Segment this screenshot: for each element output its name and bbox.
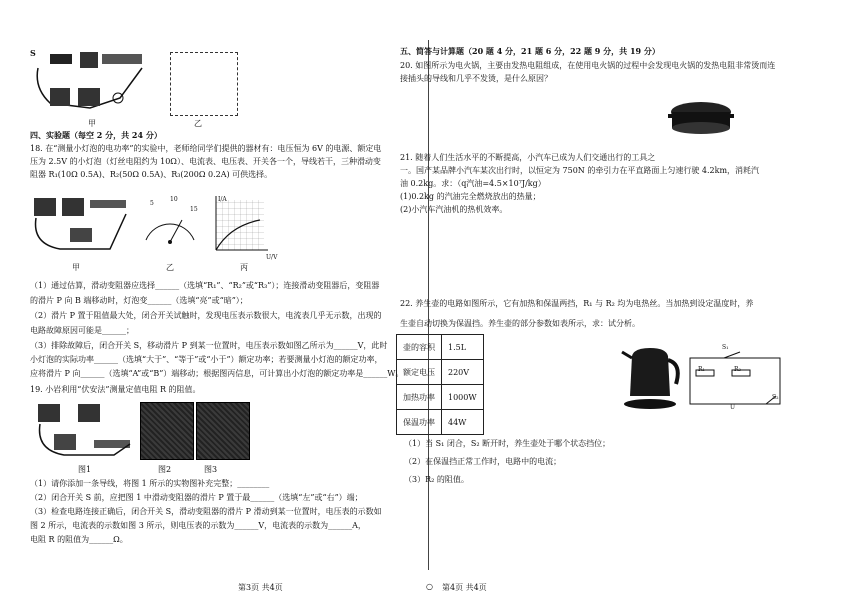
q19-sub-2: （2）闭合开关 S 前，应把图 1 中滑动变阻器的滑片 P 置于最______（选填“左”或“右”）端；	[30, 493, 363, 502]
circuit-label-s2: S₂	[772, 394, 779, 401]
spec-key: 加热功率	[397, 385, 442, 410]
q21-line-3: 油 0.2kg。求：（q汽油=4.5×10⁷J/kg）	[400, 179, 546, 188]
q21-line-5: (2)小汽车汽油机的热机效率。	[400, 205, 508, 214]
electric-hotpot-image	[666, 94, 736, 138]
circuit-figure-jia	[30, 48, 150, 116]
q19-sub-3: （3）检查电路连接正确后，闭合开关 S，滑动变阻器的滑片 P 滑动到某一位置时，电压表的示数如	[30, 507, 382, 516]
kettle-image	[616, 340, 686, 412]
q18-sub-7: 应将滑片 P 向______（选填“A”或“B”）端移动；根据图丙信息，可计算出小灯泡的额定功率是______W。	[30, 369, 404, 378]
q18-sub-6: 小灯泡的实际功率______（选填“大于”、“等于”或“小于”）额定功率；若要测量小灯泡的额定功率，	[30, 355, 383, 364]
spec-value: 44W	[442, 410, 484, 435]
spec-value: 1.5L	[442, 335, 484, 360]
q20-line-1: 20. 如图所示为电火锅，主要由发热电阻组成，在使用电火锅的过程中会发现电火锅的发热电阻非常烫而连	[400, 61, 776, 70]
figure-label-yi: 乙	[194, 119, 202, 128]
q18-fig-label-yi: 乙	[166, 263, 174, 272]
q18-circuit-photo	[30, 194, 130, 256]
q21-line-2: 一。国产某品牌小汽车某次出行时，以恒定为 750N 的牵引力在平直路面上匀速行驶 4.2km，消耗汽	[400, 166, 760, 175]
spec-value: 1000W	[442, 385, 484, 410]
dial-tick-10: 10	[170, 196, 178, 203]
spec-key: 壶的容积	[397, 335, 442, 360]
q22-line-1: 22. 养生壶的电路如图所示，它有加热和保温两挡，R₁ 与 R₂ 均为电热丝。当加热到设定温度时，养	[400, 299, 754, 308]
q18-sub-5: （3）排除故障后，闭合开关 S，移动滑片 P 到某一位置时，电压表示数如图乙所示为______V，此时	[30, 341, 388, 350]
circuit-label-s1: S₁	[722, 344, 729, 351]
q19-sub-5: 电阻 R 的阻值为______Ω。	[30, 535, 128, 544]
q20-line-2: 接插头的导线和几乎不发烫，是什么原因？	[400, 74, 552, 83]
table-row	[397, 410, 484, 435]
right-page	[400, 0, 860, 609]
left-page-footer: 第3页 共4页	[238, 583, 283, 592]
spec-key: 保温功率	[397, 410, 442, 435]
table-row	[397, 360, 484, 385]
q18-sub-4: 电路故障原因可能是______；	[30, 326, 134, 335]
q18-sub-3: （2）滑片 P 置于阻值最大处，闭合开关试触时，发现电压表示数很大，电流表几乎无示数，出现的	[30, 311, 382, 320]
graph-x-label: U/V	[266, 254, 278, 261]
q22-line-2: 生壶自动切换为保温挡。养生壶的部分参数如表所示，求：试分析。	[400, 319, 640, 328]
section-four-heading: 四、实验题（每空 2 分，共 24 分）	[30, 130, 162, 140]
switch-label: S	[30, 48, 36, 58]
q22-sub-1: （1）当 S₁ 闭合，S₂ 断开时，养生壶处于哪个状态挡位；	[404, 439, 611, 448]
q22-sub-3: （3）R₂ 的阻值。	[404, 475, 469, 484]
kettle-spec-table	[396, 334, 484, 435]
q18-line-3: 阻器 R₁(10Ω 0.5A)、R₂(50Ω 0.5A)、R₃(200Ω 0.2A) 可供选择。	[30, 170, 273, 179]
figure-3-ammeter	[196, 402, 250, 460]
q19-sub-1: （1）请你添加一条导线，将图 1 所示的实物图补充完整；________	[30, 479, 270, 488]
dial-tick-5: 5	[150, 200, 154, 207]
table-row	[397, 385, 484, 410]
right-page-footer: 第4页 共4页	[442, 583, 487, 592]
figure-label-jia: 甲	[88, 119, 96, 128]
q18-sub-1: （1）通过估算，滑动变阻器应选择______（选填“R₁”、“R₂”或“R₃”）；连接滑动变阻器后，变阻器	[30, 281, 380, 290]
iu-graph	[210, 196, 270, 258]
q21-line-4: (1)0.2kg 的汽油完全燃烧放出的热量；	[400, 192, 541, 201]
table-row	[397, 335, 484, 360]
graph-y-label: I/A	[218, 196, 227, 203]
section-five-heading: 五、简答与计算题（20 题 4 分，21 题 6 分，22 题 9 分，共 19 分）	[400, 46, 660, 56]
circuit-label-u: U	[730, 404, 736, 411]
q18-line-2: 压为 2.5V 的小灯泡（灯丝电阻约为 10Ω）、电流表、电压表、开关各一个，导线若干，三种滑动变	[30, 157, 381, 166]
q18-line-1: 18. 在“测量小灯泡的电功率”的实验中，老师给同学们提供的器材有：电压恒为 6V 的电源、额定电	[30, 144, 382, 153]
q19-heading: 19. 小岩利用“伏安法”测量定值电阻 R 的阻值。	[30, 385, 201, 394]
q18-fig-label-jia: 甲	[72, 263, 80, 272]
q18-sub-2: 的滑片 P 向 B 端移动时，灯泡变______（选填“亮”或“暗”）；	[30, 296, 248, 305]
circuit-label-r1: R₁	[698, 366, 705, 373]
circuit-label-r2: R₂	[734, 366, 741, 373]
q19-fig-label-3: 图3	[204, 465, 218, 474]
q22-sub-2: （2）在保温挡正常工作时，电路中的电流；	[404, 457, 562, 466]
q19-circuit-photo	[34, 400, 134, 462]
circuit-diagram-box	[170, 52, 238, 116]
q18-fig-label-bing: 丙	[240, 263, 248, 272]
q19-sub-4: 图 2 所示，电流表的示数如图 3 所示，则电压表的示数为______V，电流表的示数为______A，	[30, 521, 366, 530]
figure-2-voltmeter	[140, 402, 194, 460]
dial-tick-15: 15	[190, 206, 198, 213]
q19-fig-label-2: 图2	[158, 465, 172, 474]
binding-hole-icon: ○	[426, 582, 433, 591]
spec-value: 220V	[442, 360, 484, 385]
q19-fig-label-1: 图1	[78, 465, 92, 474]
q21-line-1: 21. 随着人们生活水平的不断提高，小汽车已成为人们交通出行的工具之	[400, 153, 656, 162]
spec-key: 额定电压	[397, 360, 442, 385]
